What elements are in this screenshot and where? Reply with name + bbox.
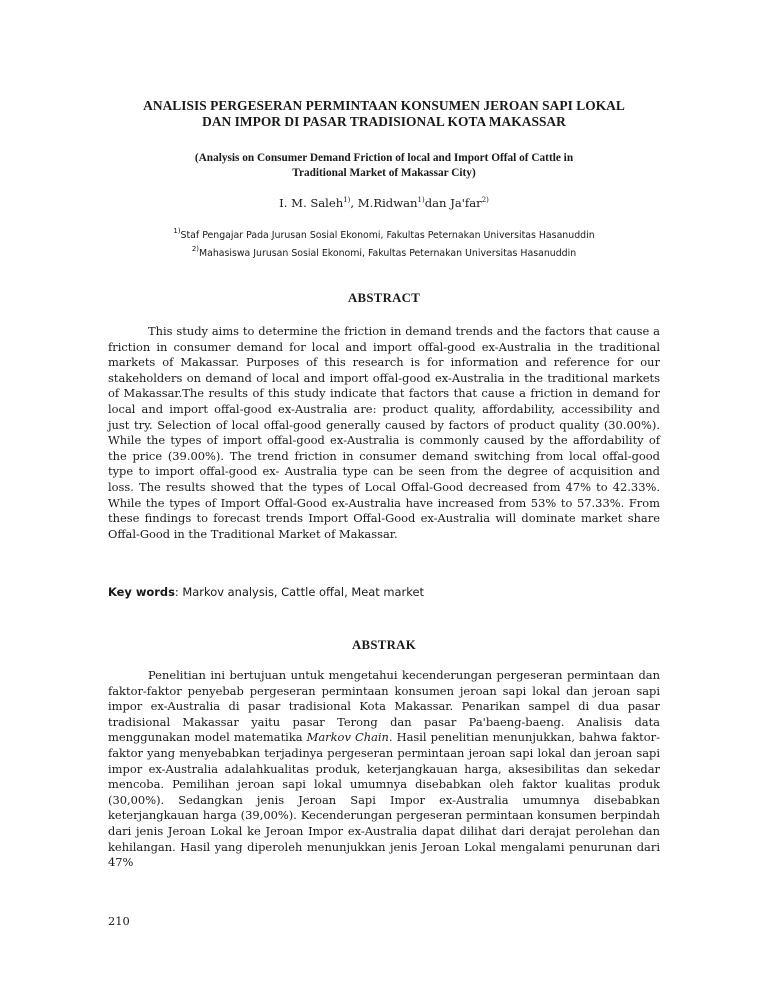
author-affiliation-mark: 1) <box>417 196 425 204</box>
paper-title <box>108 98 660 130</box>
affiliation-2 <box>108 243 660 260</box>
keywords-text: : Markov analysis, Cattle offal, Meat market <box>174 585 424 599</box>
affiliation-mark: 2) <box>191 245 199 253</box>
abstrak-paragraph <box>108 668 660 871</box>
author-name: Ja'far <box>450 196 482 210</box>
keywords-line <box>108 585 660 600</box>
affiliation-1 <box>108 225 660 242</box>
page-number: 210 <box>108 914 130 928</box>
abstract-paragraph: This study aims to determine the friction in demand trends and the factors that cause a friction in consumer demand for local and import offal-good ex-Australia in the traditional markets of Makassar. Purposes of this research is for information and reference for our stakeholders on demand of local and import offal-good ex-Australia in the traditional markets of Makassar.The results of this study indicate that factors that cause a friction in demand for local and import offal-good ex-Australia are: product quality, affordability, accessibility and just try. Selection of local offal-good generally caused by factors of product quality (30.00%). While the types of import offal-good ex-Australia is commonly caused by the affordability of the price (39.00%). The trend friction in consumer demand switching from local offal-good type to import offal-good ex- Australia type can be seen from the degree of acquisition and loss. The results showed that the types of Local Offal-Good decreased from 47% to 42.33%. While the types of Import Offal-Good ex-Australia have increased from 53% to 57.33%. From these findings to forecast trends Import Offal-Good ex-Australia will dominate market share Offal-Good in the Traditional Market of Makassar. <box>108 324 660 541</box>
affiliation-mark: 1) <box>173 227 181 235</box>
affiliation-text: Staf Pengajar Pada Jurusan Sosial Ekonomi, Fakultas Peternakan Universitas Hasanuddin <box>180 230 595 241</box>
author-list <box>108 193 660 210</box>
subtitle-line-1: (Analysis on Consumer Demand Friction of local and Import Offal of Cattle in <box>194 152 574 164</box>
abstrak-heading: ABSTRAK <box>352 638 416 652</box>
subtitle-line-2: Traditional Market of Makassar City) <box>292 166 476 179</box>
affiliation-text: Mahasiswa Jurusan Sosial Ekonomi, Fakultas Peternakan Universitas Hasanuddin <box>199 248 577 259</box>
title-line-2: DAN IMPOR DI PASAR TRADISIONAL KOTA MAKASSAR <box>202 114 566 129</box>
author-separator: , <box>350 196 358 210</box>
author-name: M.Ridwan <box>357 196 418 210</box>
abstrak-italic-term: Markov Chain <box>306 730 389 745</box>
paper-subtitle <box>108 151 660 180</box>
abstract-heading: ABSTRACT <box>347 291 421 305</box>
author-affiliation-mark: 2) <box>481 196 489 204</box>
keywords-label: Key words <box>108 585 175 599</box>
title-line-1: ANALISIS PERGESERAN PERMINTAAN KONSUMEN JEROAN SAPI LOKAL <box>143 98 625 113</box>
author-name: I. M. Saleh <box>279 196 344 210</box>
abstrak-text-part-1: Penelitian ini bertujuan untuk mengetahui kecenderungan pergeseran permintaan dan faktor-faktor penyebab pergeseran permintaan konsumen jeroan sapi lokal dan jeroan sapi impor ex-Australia di pasar tradisional Kota Makassar. Penarikan sampel di dua pasar tradisional Makassar yaitu pasar Terong dan pasar Pa'baeng-baeng. Analisis data menggunakan model matematika <box>108 668 660 745</box>
abstrak-text-part-2: . Hasil penelitian menunjukkan, bahwa faktor-faktor yang menyebabkan terjadinya pergeseran permintaan jeroan sapi lokal dan jeroan sapi impor ex-Australia adalahkualitas produk, keterjangkauan harga, aksesibilitas dan sekedar mencoba. Pemilihan jeroan sapi lokal umumnya disebabkan oleh faktor kualitas produk (30,00%). Sedangkan jenis Jeroan Sapi Impor ex-Australia umumnya disebabkan keterjangkauan harga (39,00%). Kecenderungan pergeseran permintaan konsumen berpindah dari jenis Jeroan Lokal ke Jeroan Impor ex-Australia dapat dilihat dari derajat perolehan dan kehilangan. Hasil yang diperoleh menunjukkan jenis Jeroan Lokal mengalami penurunan dari 47% <box>108 730 660 870</box>
author-separator: dan <box>424 196 451 210</box>
author-affiliation-mark: 1) <box>343 196 351 204</box>
